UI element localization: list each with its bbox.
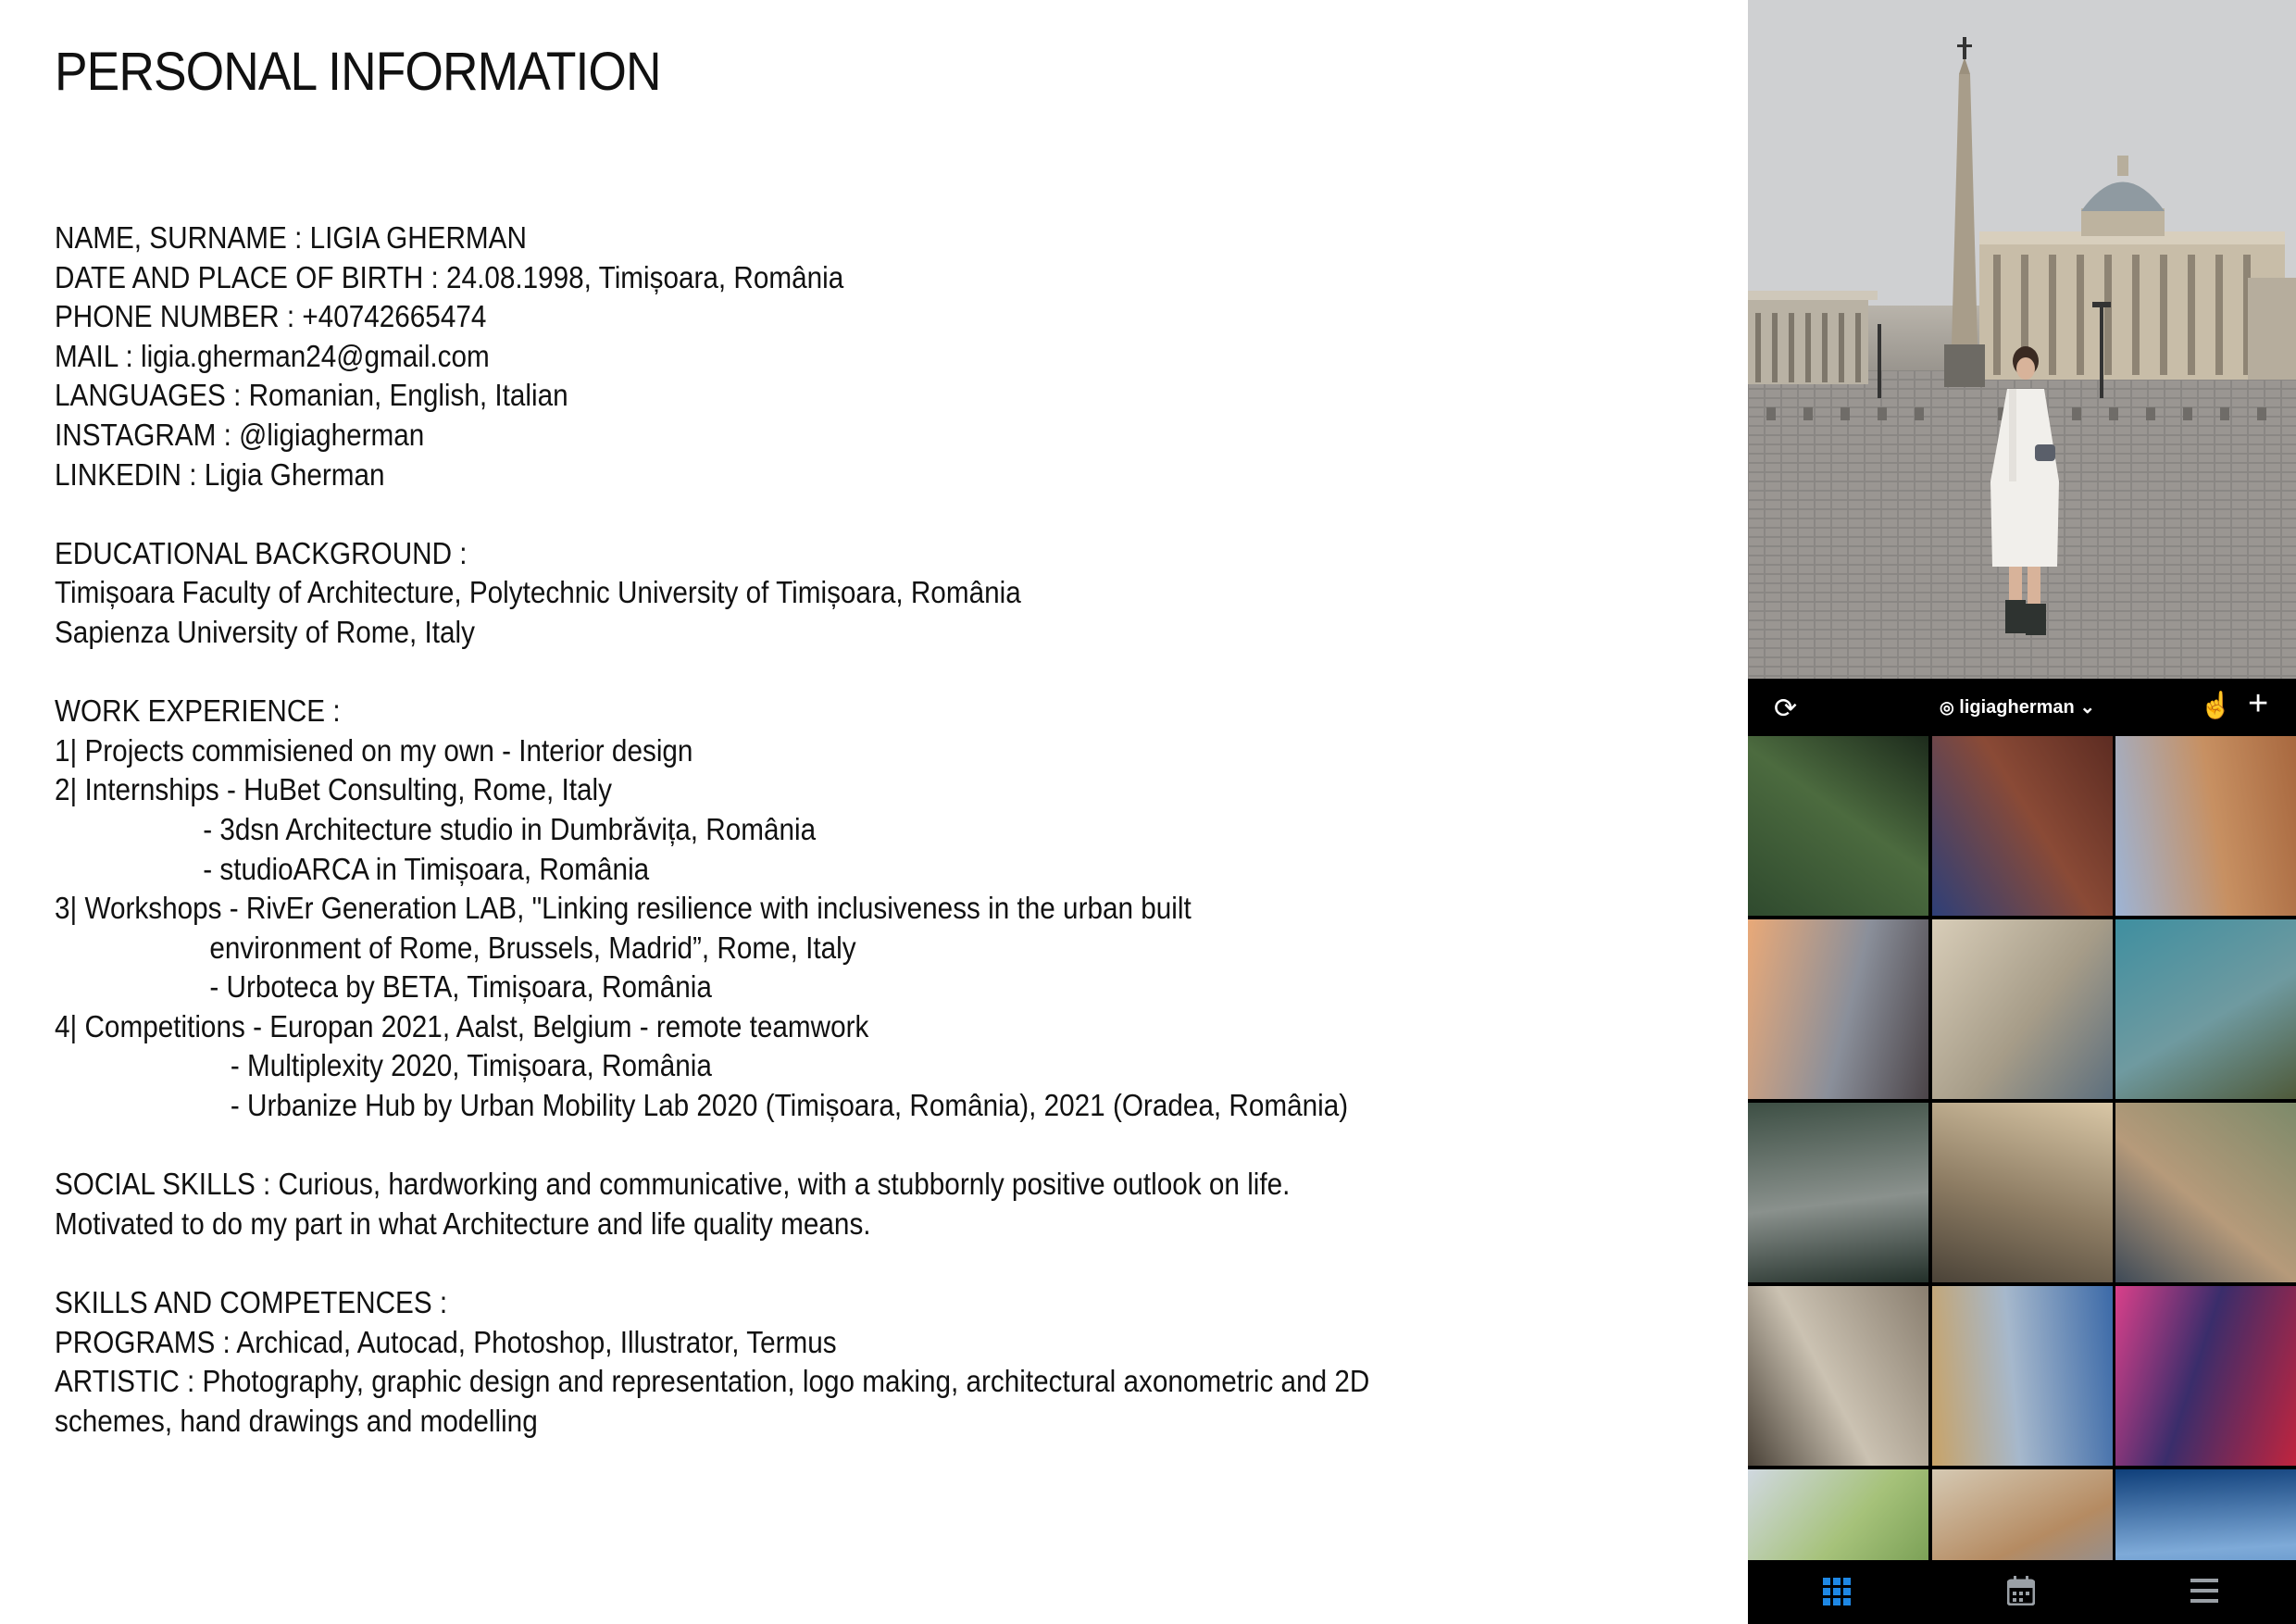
- account-handle: ligiagherman: [1959, 697, 2075, 718]
- personal-info-list: [55, 219, 1369, 1441]
- cv-blank-line: [55, 494, 1369, 534]
- cv-line: MAIL : ligia.gherman24@gmail.com: [55, 338, 490, 373]
- instagram-post-thumbnail[interactable]: [1748, 736, 1928, 916]
- instagram-post-thumbnail[interactable]: [2115, 736, 2296, 916]
- cv-line: schemes, hand drawings and modelling: [55, 1403, 538, 1438]
- cv-line: ARTISTIC : Photography, graphic design and representation, logo making, architectural axonometric and 2D: [55, 1364, 1370, 1399]
- instagram-post-thumbnail[interactable]: [2115, 1286, 2296, 1466]
- cv-line: WORK EXPERIENCE :: [55, 693, 341, 729]
- instagram-post-thumbnail[interactable]: [1748, 1103, 1928, 1282]
- refresh-icon[interactable]: ⟳: [1774, 693, 1798, 724]
- instagram-toolbar: [1748, 679, 2296, 736]
- photo-column: [1748, 0, 2296, 1624]
- bottom-tab-bar: [1748, 1560, 2296, 1624]
- instagram-post-thumbnail[interactable]: [1932, 736, 2113, 916]
- cv-line: 2| Internships - HuBet Consulting, Rome, Italy: [55, 772, 613, 807]
- cv-line: Motivated to do my part in what Architecture and life quality means.: [55, 1206, 871, 1241]
- cv-line: INSTAGRAM : @ligiagherman: [55, 417, 425, 452]
- cv-line: - studioARCA in Timișoara, România: [203, 851, 650, 886]
- menu-icon[interactable]: [2190, 1579, 2218, 1603]
- cv-line: - Multiplexity 2020, Timișoara, România: [230, 1048, 712, 1083]
- cv-line: 3| Workshops - RivEr Generation LAB, "Linking resilience with inclusiveness in the urban built: [55, 891, 1192, 926]
- cv-line: NAME, SURNAME : LIGIA GHERMAN: [55, 220, 527, 255]
- cv-blank-line: [55, 1126, 1369, 1166]
- cv-line: Timișoara Faculty of Architecture, Polytechnic University of Timișoara, România: [55, 575, 1021, 610]
- instagram-post-thumbnail[interactable]: [2115, 919, 2296, 1099]
- account-switcher[interactable]: [1940, 695, 2095, 718]
- instagram-post-thumbnail[interactable]: [1932, 1286, 2113, 1466]
- instagram-post-thumbnail[interactable]: [1748, 1286, 1928, 1466]
- page-title: PERSONAL INFORMATION: [55, 42, 661, 102]
- instagram-photo-grid: [1748, 736, 2296, 1560]
- calendar-icon[interactable]: [2007, 1576, 2035, 1605]
- cv-line: 1| Projects commisiened on my own - Interior design: [55, 732, 693, 768]
- cv-line: LANGUAGES : Romanian, English, Italian: [55, 378, 568, 413]
- cv-blank-line: [55, 1243, 1369, 1283]
- cv-line: environment of Rome, Brussels, Madrid”, Rome, Italy: [209, 930, 856, 965]
- st-peters-square-illustration: [1748, 0, 2296, 679]
- cv-line: EDUCATIONAL BACKGROUND :: [55, 535, 468, 570]
- instagram-post-thumbnail[interactable]: [1932, 1103, 2113, 1282]
- cv-line: PHONE NUMBER : +40742665474: [55, 299, 487, 334]
- cv-line: - 3dsn Architecture studio in Dumbrăvița, România: [203, 811, 817, 846]
- cv-line: 4| Competitions - Europan 2021, Aalst, Belgium - remote teamwork: [55, 1008, 869, 1043]
- instagram-post-thumbnail[interactable]: [1748, 919, 1928, 1099]
- portrait-photo: [1748, 0, 2296, 679]
- cv-blank-line: [55, 653, 1369, 693]
- cv-line: Sapienza University of Rome, Italy: [55, 614, 475, 649]
- chevron-down-icon: ⌄: [2079, 697, 2096, 718]
- cv-line: - Urboteca by BETA, Timișoara, România: [209, 969, 712, 1005]
- cv-line: PROGRAMS : Archicad, Autocad, Photoshop, Illustrator, Termus: [55, 1324, 837, 1359]
- instagram-icon: ◎: [1940, 698, 1954, 717]
- instagram-post-thumbnail[interactable]: [2115, 1103, 2296, 1282]
- cv-line: DATE AND PLACE OF BIRTH : 24.08.1998, Timișoara, România: [55, 259, 844, 294]
- hand-pointer-icon[interactable]: ☝: [2200, 691, 2232, 719]
- plus-icon[interactable]: +: [2248, 684, 2269, 723]
- cv-line: LINKEDIN : Ligia Gherman: [55, 456, 385, 492]
- cv-line: - Urbanize Hub by Urban Mobility Lab 2020 (Timișoara, România), 2021 (Oradea, România): [230, 1088, 1349, 1123]
- cv-line: SKILLS AND COMPETENCES :: [55, 1285, 448, 1320]
- instagram-post-thumbnail[interactable]: [1932, 919, 2113, 1099]
- cv-line: SOCIAL SKILLS : Curious, hardworking and communicative, with a stubbornly positive outlook on life.: [55, 1167, 1291, 1202]
- grid-icon[interactable]: [1822, 1577, 1852, 1606]
